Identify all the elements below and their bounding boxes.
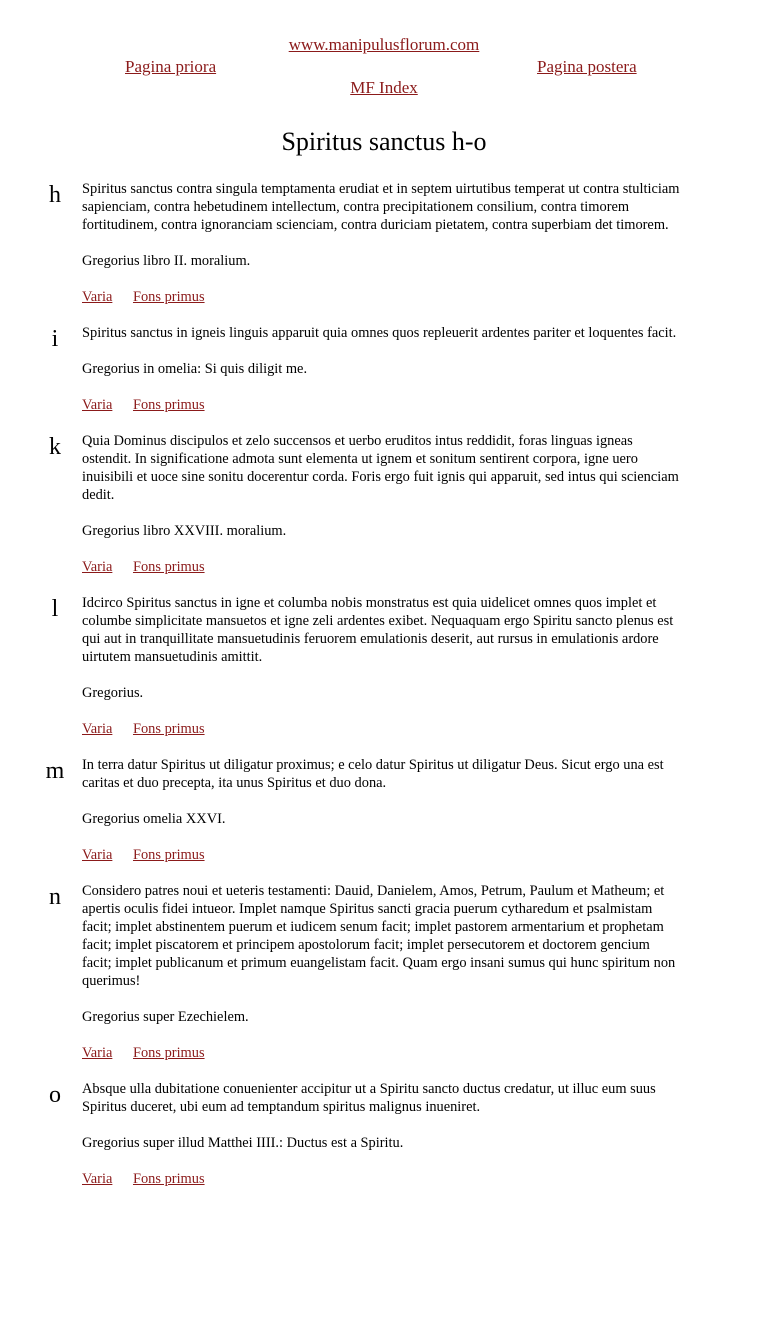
varia-link[interactable]: Varia <box>82 847 113 863</box>
entry-source: Gregorius super Ezechielem. <box>82 1009 249 1025</box>
fons-primus-link[interactable]: Fons primus <box>132 397 205 413</box>
entry-links <box>82 720 682 738</box>
entry-letter: l <box>51 596 59 622</box>
entries-list <box>0 180 768 1206</box>
varia-link[interactable]: Varia <box>82 559 113 575</box>
entry-links <box>82 288 682 306</box>
entry-text: Spiritus sanctus in igneis linguis apparuit quia omnes quos repleuerit ardentes pariter et loquentes facit. <box>82 325 677 341</box>
varia-link[interactable]: Varia <box>82 721 113 737</box>
entry-source: Gregorius super illud Matthei IIII.: Ductus est a Spiritu. <box>82 1135 404 1151</box>
entry-n <box>0 882 768 1062</box>
entry-text: Spiritus sanctus contra singula temptamenta erudiat et in septem uirtutibus temperat ut contra stulticiam sapienciam, contra hebetudinem intellectum, contra precipitationem consilium, contra timorem fortitudinem, contra ignoranciam scienciam, contra duriciam pietatem, contra superbiam det timorem. <box>82 181 680 233</box>
entry-h <box>0 180 768 306</box>
fons-primus-link[interactable]: Fons primus <box>132 847 205 863</box>
entry-i <box>0 324 768 414</box>
varia-link[interactable]: Varia <box>82 397 113 413</box>
entry-links <box>82 846 682 864</box>
entry-text: In terra datur Spiritus ut diligatur proximus; e celo datur Spiritus ut diligatur Deus. Sicut ergo una est caritas et duo precepta, ita unus Spiritus et duo dona. <box>82 757 664 791</box>
entry-links <box>82 558 682 576</box>
entry-source: Gregorius. <box>82 685 144 701</box>
entry-text: Idcirco Spiritus sanctus in igne et columba nobis monstratus est quia uidelicet omnes quos implet et columbe simplicitate mansuetos et igne zeli ardentes exibet. Nequaquam ergo Spiritu sancto plenus est qui aut in tranquillitate mansuetudinis feruorem emulationis deserit, aut rursus in emulationis ardore uirtutem mansuetudinis amittit. <box>82 595 674 665</box>
fons-primus-link[interactable]: Fons primus <box>132 559 205 575</box>
entry-links <box>82 1170 682 1188</box>
fons-primus-link[interactable]: Fons primus <box>132 1171 205 1187</box>
page-title: Spiritus sanctus h-o <box>281 127 487 156</box>
entry-text: Quia Dominus discipulos et zelo succensos et uerbo eruditos intus reddidit, foras linguas igneas ostendit. In significatione admota sunt elementa ut ignem et sonitum sentirent corpora, igne uero inuisibili et uoce sine sonitu docerentur corda. Foris ergo fuit ignis qui apparuit, sed intus qui scienciam dedit. <box>82 433 679 503</box>
mf-index-link[interactable]: MF Index <box>350 78 418 97</box>
entry-l <box>0 594 768 738</box>
entry-letter: k <box>49 434 61 460</box>
entry-k <box>0 432 768 576</box>
next-page-link[interactable]: Pagina postera <box>537 57 637 76</box>
previous-page-link[interactable]: Pagina priora <box>125 57 217 76</box>
entry-m <box>0 756 768 864</box>
entry-source: Gregorius omelia XXVI. <box>82 811 226 827</box>
varia-link[interactable]: Varia <box>82 1171 113 1187</box>
entry-source: Gregorius libro II. moralium. <box>82 253 251 269</box>
site-home-link[interactable]: www.manipulusflorum.com <box>288 35 480 54</box>
entry-source: Gregorius libro XXVIII. moralium. <box>82 523 287 539</box>
fons-primus-link[interactable]: Fons primus <box>132 721 205 737</box>
entry-text: Absque ulla dubitatione conuenienter accipitur ut a Spiritu sancto ductus credatur, ut illuc eum suus Spiritus duceret, ubi eum ad temptandum spiritus malignus inueniret. <box>82 1081 656 1115</box>
fons-primus-link[interactable]: Fons primus <box>132 1045 205 1061</box>
entry-source: Gregorius in omelia: Si quis diligit me. <box>82 361 308 377</box>
varia-link[interactable]: Varia <box>82 1045 113 1061</box>
entry-letter: i <box>51 326 59 352</box>
varia-link[interactable]: Varia <box>82 289 113 305</box>
entry-links <box>82 1044 682 1062</box>
entry-letter: o <box>49 1082 61 1108</box>
entry-o <box>0 1080 768 1188</box>
entry-text: Considero patres noui et ueteris testamenti: Dauid, Danielem, Amos, Petrum, Paulum et Matheum; et apertis oculis fidei intueor. Implet namque Spiritus sancti gracia puerum cytharedum et psalmistam facit; implet abstinentem puerum et iudicem senum facit; implet pastorem armentarium et prophetam facit; implet piscatorem et principem apostolorum facit; implet persecutorem et doctorem gencium facit; implet publicanum et primum euangelistam facit. Quam ergo insani sumus qui hunc spiritum non querimus! <box>82 883 676 989</box>
fons-primus-link[interactable]: Fons primus <box>132 289 205 305</box>
entry-letter: h <box>49 182 61 208</box>
entry-links <box>82 396 682 414</box>
entry-letter: n <box>49 884 61 910</box>
entry-letter: m <box>45 758 65 784</box>
